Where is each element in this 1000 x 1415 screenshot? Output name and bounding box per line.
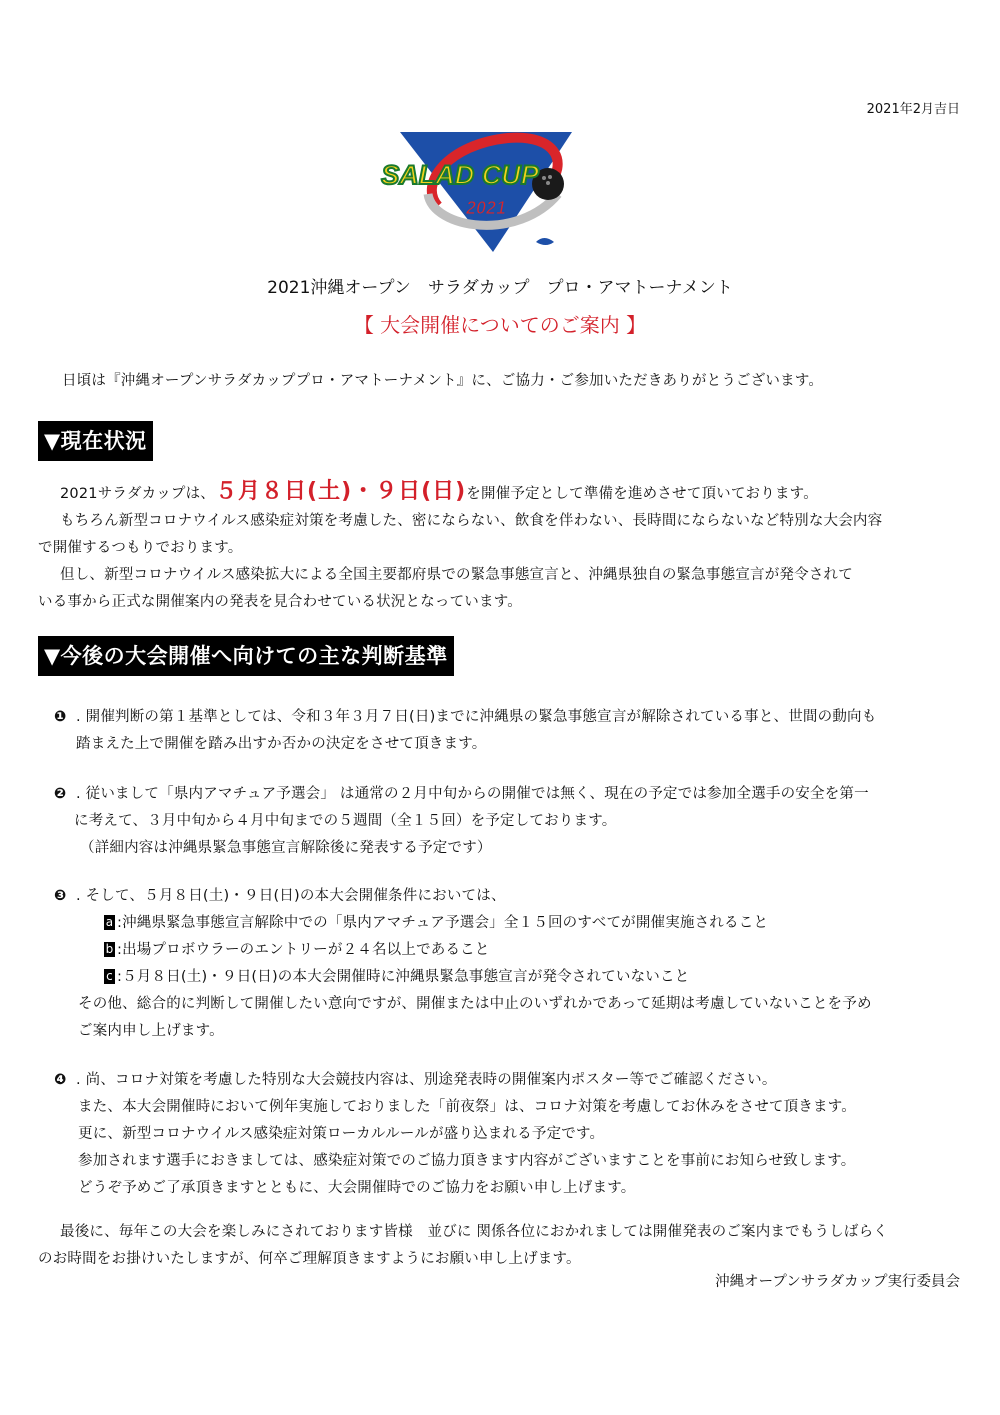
section-heading-criteria: ▼今後の大会開催へ向けての主な判断基準 [38,636,454,676]
status-line-2: もちろん新型コロナウイルス感染症対策を考慮した、密にならない、飲食を伴わない、長時間にならないなど特別な大会内容 [60,513,883,529]
logo-year: 2021 [465,198,507,218]
status-line-4: 但し、新型コロナウイルス感染拡大による全国主要都府県での緊急事態宣言と、沖縄県独自の緊急事態宣言が発令されて [60,567,853,583]
criteria-item-1: ❶ . 開催判断の第１基準としては、令和３年３月７日(日)までに沖縄県の緊急事態宣言が解除されている事と、世間の動向も 踏まえた上で開催を踏み出すか否かの決定をさせて頂きます。 [54,704,876,758]
event-date-highlight: ５月８日(土)・９日(日) [215,479,467,504]
condition-b: b :出場プロボウラーのエントリーが２４名以上であること [105,942,490,958]
closing-paragraph: 最後に、毎年この大会を楽しみにされております皆様 並びに 関係各位におかれましては開催発表のご案内までもうしばらく のお時間をお掛けいたしますが、何卒ご理解頂きますようにお願い申し上げます。 [38,1224,889,1267]
criteria-item-4: ❹ . 尚、コロナ対策を考慮した特別な大会競技内容は、別途発表時の開催案内ポスター等でご確認ください。 また、本大会開催時において例年実施しておりました「前夜祭」は、コロナ対策を考慮してお休みをさせて頂きます。 更に、新型コロナウイルス感染症対策ローカルルールが盛り込まれる予定です。 参加されます選手におきましては、感染症対策でのご協力頂きます内容がございますことを事前にお知らせ致します。 どうぞ予めご了承頂きますとともに、大会開催時でのご協力をお願い申し上げます。 [54,1067,856,1202]
number-badge-4: ❹ [54,1072,67,1088]
number-badge-3: ❸ [54,888,67,904]
status-line-5: いる事から正式な開催案内の発表を見合わせている状況となっています。 [38,594,522,610]
document-date: 2021年2月吉日 [866,102,960,117]
status-line-1: 2021サラダカップは、５月８日(土)・９日(日)を開催予定として準備を進めさせて頂いております。 [60,479,818,504]
document-subtitle: 【 大会開催についてのご案内 】 [353,313,647,337]
criteria-item-2: ❷ . 従いまして「県内アマチュア予選会」 は通常の２月中旬からの開催では無く、現在の予定では参加全選手の安全を第一 に考えて、３月中旬から４月中旬までの５週間（全１５回）を予定しております。 （詳細内容は沖縄県緊急事態宣言解除後に発表する予定です） [54,781,869,862]
section-heading-current-status: ▼現在状況 [38,421,153,461]
sponsor-mark-icon [536,238,554,245]
intro-paragraph: 日頃は『沖縄オープンサラダカッププロ・アマトーナメント』に、ご協力・ご参加いただきありがとうございます。 [62,373,824,389]
number-badge-2: ❷ [54,786,67,802]
salad-cup-logo [381,124,574,254]
signature: 沖縄オープンサラダカップ実行委員会 [715,1274,960,1290]
section-current-status-body [38,478,882,616]
criteria-item-3: ❸ . そして、５月８日(土)・９日(日)の本大会開催条件においては、 a :沖縄県緊急事態宣言解除中での「県内アマチュア予選会」全１５回のすべてが開催実施されること b :出場プロボウラーのエントリーが２４名以上であること c :５月８日(土)・９日(日)の本大会開催時に沖縄県緊急事態宣言が発令されていないこと その他、総合的に判断して開催したい意向ですが、開催または中止のいずれかであって延期は考慮していないことを予め ご案内申し上げます。 [54,883,872,1045]
condition-c: c :５月８日(土)・９日(日)の本大会開催時に沖縄県緊急事態宣言が発令されていないこと [54,964,872,991]
condition-a: a :沖縄県緊急事態宣言解除中での「県内アマチュア予選会」全１５回のすべてが開催実施されること [105,915,769,931]
document-title: 2021沖縄オープン サラダカップ プロ・アマトーナメント [267,278,733,298]
number-badge-1: ❶ [54,709,67,725]
status-line-3: で開催するつもりでおります。 [38,540,243,556]
logo-text: SALAD CUP [381,160,539,190]
